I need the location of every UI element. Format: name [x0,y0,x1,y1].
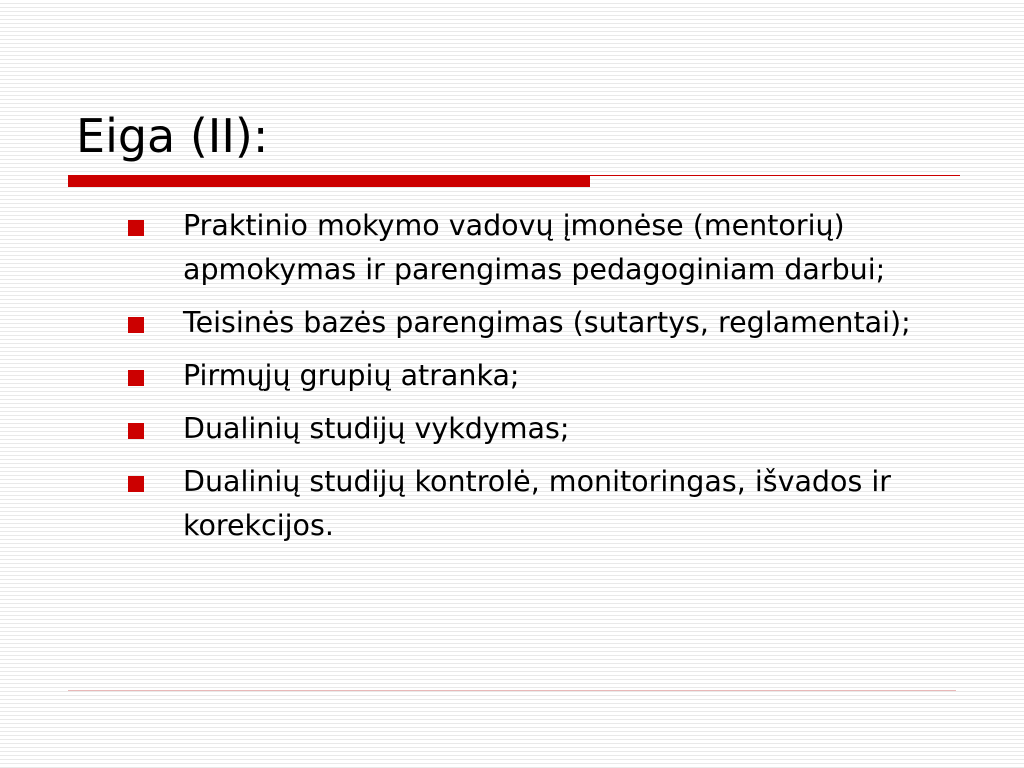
square-bullet-icon [128,476,144,492]
title-underline-accent [68,175,590,187]
square-bullet-icon [128,423,144,439]
square-bullet-icon [128,220,144,236]
title-underline-thin [590,175,960,176]
slide-title: Eiga (II): [76,109,269,163]
bullet-text: Dualinių studijų vykdymas; [183,412,570,445]
footer-divider [68,690,956,691]
bullet-item [126,354,956,398]
bullet-text: Dualinių studijų kontrolė, monitoringas, išvados ir korekcijos. [183,465,891,542]
bullet-item [126,407,956,451]
bullet-text: Teisinės bazės parengimas (sutartys, reglamentai); [183,306,911,339]
square-bullet-icon [128,317,144,333]
bullet-item [126,460,956,548]
bullet-list [126,204,956,557]
bullet-item [126,301,956,345]
square-bullet-icon [128,370,144,386]
bullet-item [126,204,956,292]
bullet-text: Praktinio mokymo vadovų įmonėse (mentorių) apmokymas ir parengimas pedagoginiam darbui; [183,209,886,286]
bullet-text: Pirmųjų grupių atranka; [183,359,520,392]
